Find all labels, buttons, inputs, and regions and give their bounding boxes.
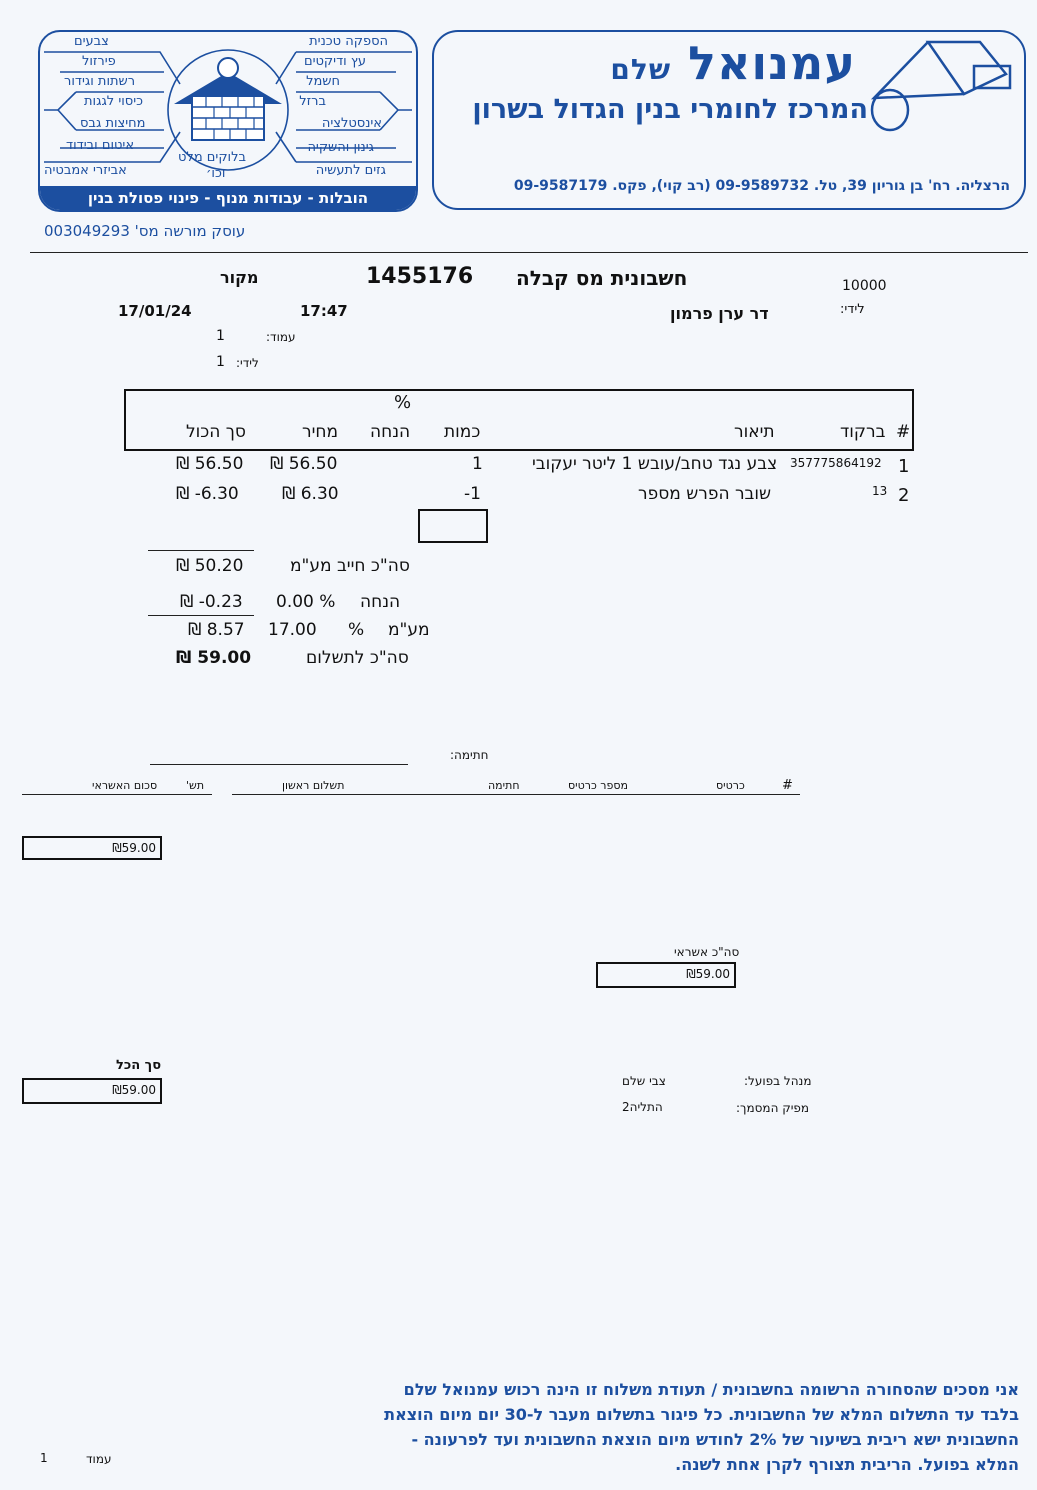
footer-line-3: החשבונית ישא ריבית בשיעור של 2% לחודש מיום הוצאת החשבונית ועד לפרעונה - xyxy=(411,1430,1019,1449)
categories-box xyxy=(38,30,418,212)
header-discount: הנחה xyxy=(370,422,411,442)
category-right-6: גינון והשקיה xyxy=(307,140,374,155)
row-price: ₪ 56.50 xyxy=(270,454,338,474)
category-left-6: איטום ובידוד xyxy=(66,138,135,153)
row-total: ₪ 56.50 xyxy=(176,454,244,474)
category-left-1: צבעים xyxy=(74,34,109,49)
page-label: עמוד: xyxy=(266,330,296,344)
credit-total-label: סה"כ אשראי xyxy=(674,945,740,959)
issuer-value: התליה2 xyxy=(622,1100,663,1114)
company-name-suffix: שלם xyxy=(610,53,672,86)
pay-header-line-right xyxy=(232,794,800,795)
row-num: 2 xyxy=(898,485,910,506)
manager-label: מנהל בפועל: xyxy=(744,1074,812,1088)
header-desc: תיאור xyxy=(734,422,775,442)
discount-label: הנחה xyxy=(360,592,401,612)
company-slogan: המרכז לחומרי בנין הגדול בשרון xyxy=(472,94,868,125)
document-date: 17/01/24 xyxy=(118,302,192,320)
discount-pct: 0.00 % xyxy=(276,592,336,612)
row-barcode: 357775864192 xyxy=(790,456,882,470)
row-total: ₪ -6.30 xyxy=(176,484,239,504)
issuer-label: מפיק המסמך: xyxy=(736,1101,810,1115)
footer-line-1: אני מסכים שהסחורה הרשומה בחשבונית / תעודת משלוח זו הינה רכוש עמנואל שלם xyxy=(403,1380,1019,1399)
category-left-3: רשתות וגידור xyxy=(64,74,136,89)
empty-entry-box xyxy=(418,509,488,543)
pay-header-credit-amount: סכום האשראי xyxy=(92,779,158,792)
discount-value: ₪ -0.23 xyxy=(180,592,243,612)
logo-emblem-icon xyxy=(868,34,1018,144)
grand-total-box: ₪59.00 xyxy=(22,1078,162,1104)
company-logo-box xyxy=(432,30,1026,210)
document-title: חשבונית מס קבלה xyxy=(516,266,688,290)
pay-header-line-left xyxy=(22,794,212,795)
pay-header-first-payment: תשלום ראשון xyxy=(282,779,345,792)
header-discount-pct: % xyxy=(394,392,412,413)
category-center-1: בלוקים מלט xyxy=(178,150,246,165)
pay-header-signature: חתימה xyxy=(488,779,520,792)
category-right-2: עץ ודיקטים xyxy=(303,54,366,69)
to-label: לידי: xyxy=(840,302,865,317)
credit-total-box: ₪59.00 xyxy=(596,962,736,988)
vat-liable-value: ₪ 50.20 xyxy=(176,556,244,576)
page-value: 1 xyxy=(216,328,225,344)
pay-header-num: # xyxy=(782,778,793,793)
to-label-2: לידי: xyxy=(236,356,259,370)
totals-divider-1 xyxy=(148,550,254,551)
grand-total-label: סה"כ לתשלום xyxy=(306,648,409,668)
category-right-7: גזים לתעשיה xyxy=(315,163,386,178)
category-right-1: הספקה טכנית xyxy=(309,34,388,49)
header-qty: כמות xyxy=(444,422,481,442)
customer-name: דר ערן פרמון xyxy=(670,304,769,323)
footer-line-4: המלא בפועל. הריבית תצורף לקרן אחת לשנה. xyxy=(675,1455,1019,1474)
category-left-5: מחיצות גבס xyxy=(80,116,146,131)
tax-id: עוסק מורשה מס' 003049293 xyxy=(44,222,246,240)
category-center-2: וכו׳ xyxy=(206,166,226,181)
company-name: עמנואל xyxy=(688,36,856,90)
pay-header-card: כרטיס xyxy=(716,779,745,792)
document-copy: מקור xyxy=(220,268,259,287)
row-barcode: 13 xyxy=(872,484,888,498)
footer-page-value: 1 xyxy=(40,1451,48,1465)
header-total: סך הכול xyxy=(186,422,246,442)
header-num: # xyxy=(896,422,911,442)
customer-code: 10000 xyxy=(842,278,887,294)
company-address: הרצליה. רח' בן גוריון 39, טל. 09-9589732 (רב קוי), פקס. 09-9587179 xyxy=(513,178,1010,194)
vat-value: ₪ 8.57 xyxy=(188,620,245,640)
footer-line-2: בלבד עד התשלום המלא של החשבונית. כל פיגור בתשלום מעבר ל-30 יום מיום הוצאת xyxy=(384,1405,1019,1424)
grand-total-box-label: סך הכל xyxy=(116,1058,162,1073)
row-num: 1 xyxy=(898,456,910,477)
category-right-4: ברזל xyxy=(299,94,326,109)
header-barcode: ברקוד xyxy=(840,422,886,442)
row-desc: שובר הפרש מספר xyxy=(638,484,772,504)
signature-label: חתימה: xyxy=(450,748,489,762)
row-qty: -1 xyxy=(464,484,481,504)
signature-line xyxy=(150,764,408,765)
services-bar: הובלות - עבודות מנוף - פינוי פסולת בנין xyxy=(40,186,416,210)
footer-page-label: עמוד xyxy=(86,1452,112,1466)
vat-pct-sign: % xyxy=(348,620,365,640)
totals-divider-2 xyxy=(148,615,254,616)
vat-label: מע"מ xyxy=(388,620,430,640)
vat-liable-label: סה"כ חייב מע"מ xyxy=(290,556,410,576)
house-icon xyxy=(174,58,282,140)
category-right-3: חשמל xyxy=(306,74,340,89)
category-left-2: פירזול xyxy=(82,54,116,69)
document-time: 17:47 xyxy=(300,302,348,320)
category-left-4: כיסוי לגגות xyxy=(84,94,143,109)
header-divider xyxy=(30,252,1028,253)
category-right-5: אינסטלציה xyxy=(321,116,382,131)
to-value-2: 1 xyxy=(216,354,225,370)
vat-pct: 17.00 xyxy=(268,620,317,640)
document-number: 1455176 xyxy=(366,264,474,289)
pay-header-card-no: מספר כרטיס xyxy=(568,779,628,792)
row-desc: צבע נגד טחב/עובש 1 ליטר יעקובי xyxy=(532,454,778,474)
credit-amount-box: ₪59.00 xyxy=(22,836,162,860)
pay-header-payments: תש' xyxy=(186,779,205,792)
grand-total-value: ₪ 59.00 xyxy=(176,648,252,668)
category-left-7: אביזרי אמבטיה xyxy=(44,163,127,178)
row-price: ₪ 6.30 xyxy=(282,484,339,504)
header-price: מחיר xyxy=(302,422,339,442)
manager-value: צבי שלם xyxy=(622,1074,666,1088)
row-qty: 1 xyxy=(472,454,483,474)
